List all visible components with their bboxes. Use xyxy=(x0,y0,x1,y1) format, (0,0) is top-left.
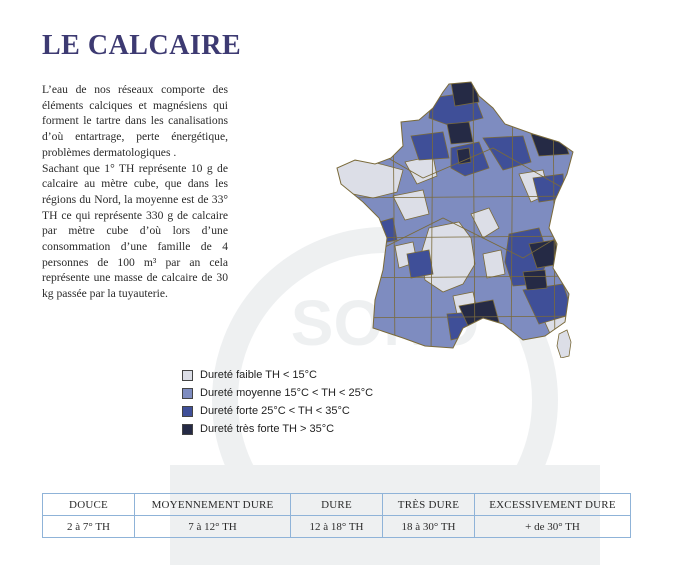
legend-item-forte xyxy=(182,402,373,420)
intro-paragraph-1: L’eau de nos réseaux comporte des éléments calciques et magnésiens qui forment le tartre dans les canalisations d’où entartrage, perte énergétique, problèmes dermatologiques . xyxy=(42,83,228,159)
france-hardness-map xyxy=(333,78,583,358)
header-dure: DURE xyxy=(291,494,383,516)
intro-paragraph-2: Sachant que 1° TH représente 10 g de calcaire au mètre cube, que dans les régions du Nord, la moyenne est de 33° TH ce qui représente 330 g de calcaire par mètre cube d’où lors d’une consommation d’une famille de 4 personnes de 100 m³ par an cela représente une masse de calcaire de 30 kg passée par la tuyauterie. xyxy=(42,161,228,301)
legend-item-tres-forte xyxy=(182,420,373,438)
value-douce: 2 à 7° TH xyxy=(43,516,135,538)
header-excessivement-dure: EXCESSIVEMENT DURE xyxy=(475,494,631,516)
value-tres-dure: 18 à 30° TH xyxy=(383,516,475,538)
legend-swatch-moyenne xyxy=(182,388,193,399)
table-header-row xyxy=(43,494,631,516)
legend-label-forte: Dureté forte 25°C < TH < 35°C xyxy=(200,405,350,417)
value-excessivement-dure: + de 30° TH xyxy=(475,516,631,538)
legend-item-faible xyxy=(182,366,373,384)
header-tres-dure: TRÈS DURE xyxy=(383,494,475,516)
legend-label-faible: Dureté faible TH < 15°C xyxy=(200,369,318,381)
header-moyennement-dure: MOYENNEMENT DURE xyxy=(135,494,291,516)
value-dure: 12 à 18° TH xyxy=(291,516,383,538)
legend-item-moyenne xyxy=(182,384,373,402)
value-moyennement-dure: 7 à 12° TH xyxy=(135,516,291,538)
legend-swatch-faible xyxy=(182,370,193,381)
intro-text xyxy=(42,82,228,302)
table-row xyxy=(43,516,631,538)
legend-swatch-forte xyxy=(182,406,193,417)
page-title: LE CALCAIRE xyxy=(42,30,242,61)
hardness-table xyxy=(42,493,631,538)
map-legend xyxy=(182,366,373,438)
legend-label-moyenne: Dureté moyenne 15°C < TH < 25°C xyxy=(200,387,374,399)
legend-label-tres-forte: Dureté très forte TH > 35°C xyxy=(200,423,335,435)
header-douce: DOUCE xyxy=(43,494,135,516)
legend-swatch-tres-forte xyxy=(182,424,193,435)
